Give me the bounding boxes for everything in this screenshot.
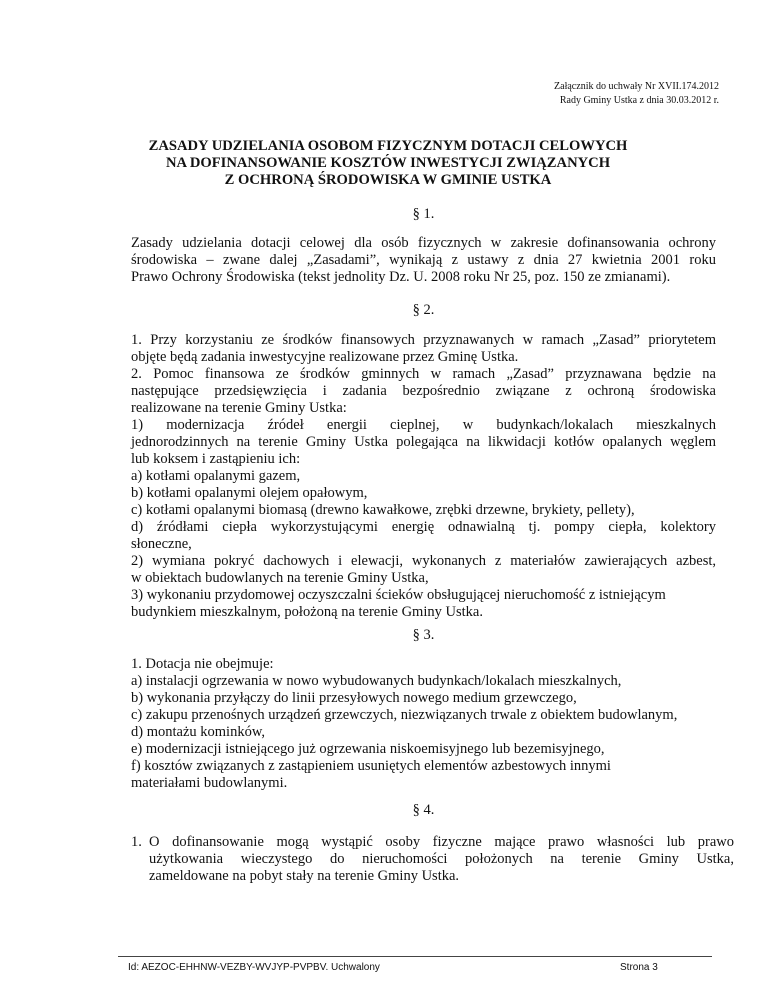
- section-2-line: a) kotłami opalanymi gazem,: [131, 468, 301, 484]
- section-1-heading: § 1.: [412, 206, 435, 222]
- section-3-line: 1. Dotacja nie obejmuje:: [131, 656, 274, 672]
- footer-divider: [118, 956, 712, 957]
- section-2-line: lub koksem i zastąpieniu ich:: [131, 451, 301, 467]
- section-2-line: objęte będą zadania inwestycyjne realizowane przez Gminę Ustka.: [131, 349, 519, 365]
- section-3-line: materiałami budowlanymi.: [131, 775, 288, 791]
- section-4-line: zameldowane na pobyt stały na terenie Gminy Ustka.: [149, 868, 460, 884]
- section-3-line: d) montażu kominków,: [131, 724, 265, 740]
- section-3-line: c) zakupu przenośnych urządzeń grzewczych, niezwiązanych trwale z obiektem budowlanym,: [131, 707, 678, 723]
- section-1-line: Zasady udzielania dotacji celowej dla osób fizycznych w zakresie dofinansowania ochrony: [131, 235, 716, 251]
- section-2-line: b) kotłami opalanymi olejem opałowym,: [131, 485, 368, 501]
- footer-page-number: Strona 3: [620, 962, 658, 973]
- footer-document-id: Id: AEZOC-EHHNW-VEZBY-WVJYP-PVPBV. Uchwalony: [128, 962, 380, 973]
- section-2-line: realizowane na terenie Gminy Ustka:: [131, 400, 347, 416]
- section-3-heading: § 3.: [412, 627, 435, 643]
- section-2-line: 3) wykonaniu przydomowej oczyszczalni ścieków obsługującej nieruchomość z istniejącym: [131, 587, 666, 603]
- section-3-line: f) kosztów związanych z zastąpieniem usuniętych elementów azbestowych innymi: [131, 758, 611, 774]
- section-4-line: O dofinansowanie mogą wystąpić osoby fizyczne mające prawo własności lub prawo: [149, 834, 734, 850]
- section-2-body: [131, 332, 716, 621]
- section-4-item-1: [131, 834, 734, 885]
- section-2-line: 2) wymiana pokryć dachowych i elewacji, wykonanych z materiałów zawierających azbest,: [131, 553, 716, 569]
- section-2-line: 1. Przy korzystaniu ze środków finansowych przyznawanych w ramach „Zasad” priorytetem: [131, 332, 716, 348]
- section-2-line: d) źródłami ciepła wykorzystującymi energię odnawialną tj. pompy ciepła, kolektory: [131, 519, 716, 535]
- title-line-2: NA DOFINANSOWANIE KOSZTÓW INWESTYCJI ZWIĄZANYCH: [165, 155, 611, 171]
- section-2-heading: § 2.: [412, 302, 435, 318]
- section-4-heading: § 4.: [412, 802, 435, 818]
- section-1-line: Prawo Ochrony Środowiska (tekst jednolity Dz. U. 2008 roku Nr 25, poz. 150 ze zmianami).: [131, 269, 671, 285]
- section-2-line: następujące przedsięwzięcia i zadania bezpośrednio związane z ochroną środowiska: [131, 383, 716, 399]
- section-3-body: [131, 656, 716, 792]
- section-1-body: [131, 235, 716, 286]
- title-line-1: ZASADY UDZIELANIA OSOBOM FIZYCZNYM DOTACJI CELOWYCH: [148, 138, 628, 154]
- section-2-line: 1) modernizacja źródeł energii cieplnej, w budynkach/lokalach mieszkalnych: [131, 417, 716, 433]
- section-2-line: jednorodzinnych na terenie Gminy Ustka polegająca na likwidacji kotłów opalanych węglem: [131, 434, 716, 450]
- section-3-line: a) instalacji ogrzewania w nowo wybudowanych budynkach/lokalach mieszkalnych,: [131, 673, 622, 689]
- section-2-line: 2. Pomoc finansowa ze środków gminnych w ramach „Zasad” przyznawana będzie na: [131, 366, 716, 382]
- section-2-line: budynkiem mieszkalnym, położoną na terenie Gminy Ustka.: [131, 604, 483, 620]
- section-3-line: e) modernizacji istniejącego już ogrzewania niskoemisyjnego lub bezemisyjnego,: [131, 741, 605, 757]
- section-2-line: w obiektach budowlanych na terenie Gminy Ustka,: [131, 570, 429, 586]
- attachment-line-1: Załącznik do uchwały Nr XVII.174.2012: [554, 81, 719, 92]
- section-3-line: b) wykonania przyłączy do linii przesyłowych nowego medium grzewczego,: [131, 690, 577, 706]
- section-4-item-number: 1.: [131, 834, 142, 850]
- section-2-line: słoneczne,: [131, 536, 192, 552]
- attachment-note: [419, 80, 719, 108]
- section-4-line: użytkowania wieczystego do nieruchomości położonych na terenie Gminy Ustka,: [149, 851, 734, 867]
- section-2-line: c) kotłami opalanymi biomasą (drewno kawałkowe, zrębki drzewne, brykiety, pellety),: [131, 502, 635, 518]
- document-title: [60, 138, 716, 189]
- section-1-line: środowiska – zwane dalej „Zasadami”, wynikają z ustawy z dnia 27 kwietnia 2001 roku: [131, 252, 716, 268]
- attachment-line-2: Rady Gminy Ustka z dnia 30.03.2012 r.: [559, 95, 719, 106]
- title-line-3: Z OCHRONĄ ŚRODOWISKA W GMINIE USTKA: [224, 172, 552, 188]
